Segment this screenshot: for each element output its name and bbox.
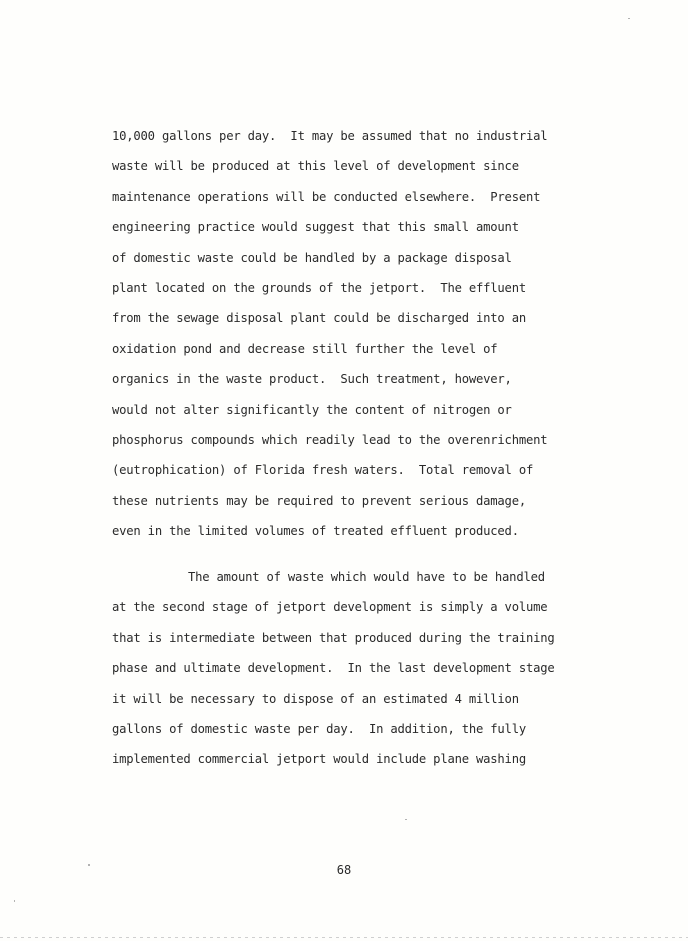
paragraph-2-line: at the second stage of jetport development is simply a volume: [112, 600, 548, 615]
scan-speck: [405, 819, 407, 820]
paragraph-1-line: (eutrophication) of Florida fresh waters. Total removal of: [112, 463, 534, 478]
paragraph-2-line: The amount of waste which would have to be handled: [188, 570, 545, 584]
scan-speck: [628, 18, 630, 19]
paragraph-1-line: would not alter significantly the content of nitrogen or: [112, 402, 512, 417]
paragraph-1-line: from the sewage disposal plant could be discharged into an: [112, 311, 526, 326]
paragraph-2: [112, 562, 592, 775]
page-number: 68: [336, 863, 352, 877]
paragraph-1-line: these nutrients may be required to prevent serious damage,: [112, 493, 526, 508]
paragraph-2-line: phase and ultimate development. In the last development stage: [112, 661, 555, 676]
paragraph-1-line: phosphorus compounds which readily lead to the overenrichment: [112, 432, 548, 447]
paragraph-1-line: engineering practice would suggest that this small amount: [112, 220, 519, 235]
page-edge: [0, 937, 688, 938]
paragraph-1-line: waste will be produced at this level of development since: [112, 159, 519, 174]
paragraph-1-line: 10,000 gallons per day. It may be assumed that no industrial: [112, 129, 548, 143]
scan-speck: [88, 864, 90, 866]
paragraph-2-line: implemented commercial jetport would include plane washing: [112, 752, 526, 767]
paragraph-1-line: of domestic waste could be handled by a package disposal: [112, 250, 512, 265]
paragraph-2-line: that is intermediate between that produced during the training: [112, 630, 555, 645]
paragraph-2-line: gallons of domestic waste per day. In addition, the fully: [112, 721, 526, 736]
scan-speck: [14, 900, 15, 902]
paragraph-1-line: organics in the waste product. Such treatment, however,: [112, 372, 512, 387]
paragraph-2-line: it will be necessary to dispose of an estimated 4 million: [112, 691, 519, 706]
paragraph-1-line: plant located on the grounds of the jetport. The effluent: [112, 280, 526, 295]
paragraph-1-line: maintenance operations will be conducted elsewhere. Present: [112, 189, 541, 204]
paragraph-1: [112, 121, 592, 546]
paragraph-1-line: even in the limited volumes of treated effluent produced.: [112, 524, 519, 539]
paragraph-1-line: oxidation pond and decrease still further the level of: [112, 341, 498, 356]
